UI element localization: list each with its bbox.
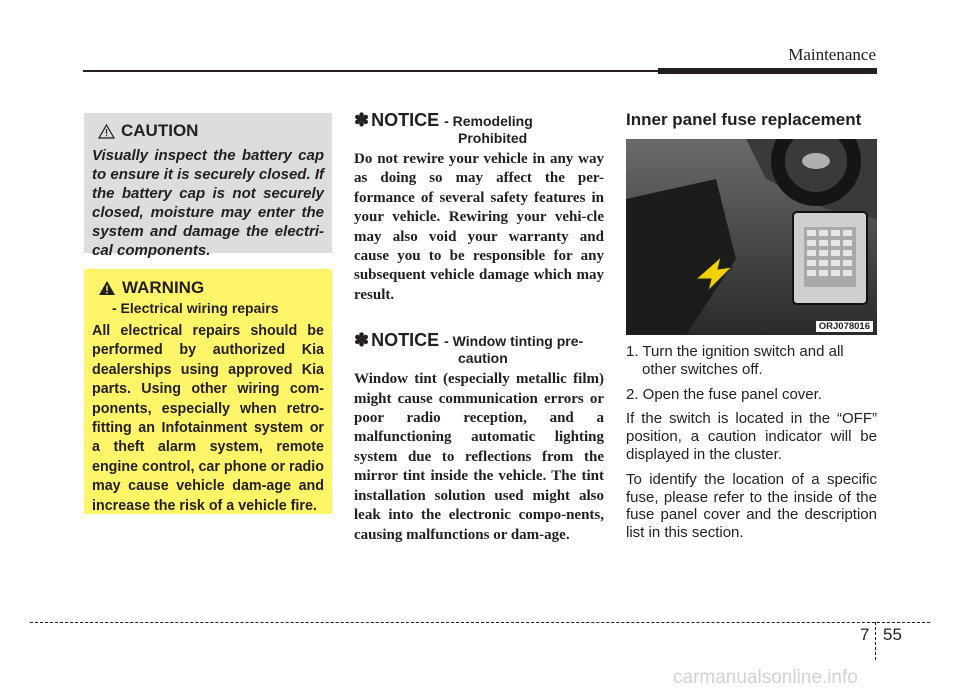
notice-heading	[354, 330, 604, 350]
notice-label: NOTICE	[371, 110, 440, 130]
header-rule	[83, 70, 658, 72]
footer-divider	[875, 622, 876, 660]
notice-label: NOTICE	[371, 330, 440, 351]
notice-remodeling	[354, 110, 604, 305]
warning-triangle-filled-icon	[98, 280, 116, 296]
footer-rule	[30, 622, 930, 623]
header-rule-accent	[658, 68, 877, 74]
warning-heading: WARNING	[122, 278, 205, 297]
warning-text: All electrical repairs should be performed by authorized Kia dealerships using approved Kia parts. Using other wiring com-ponents, especially when retro-fitting an Infotainment system or a theft alarm system, remote engine control, car phone or radio may cause vehicle dam-age and increase the risk of a vehicle fire.	[92, 323, 324, 514]
caution-box	[84, 113, 332, 259]
warning-triangle-outline-icon	[98, 124, 115, 139]
fuse-section	[626, 110, 877, 542]
warning-box	[84, 269, 332, 514]
fuse-panel-photo	[626, 139, 877, 335]
notice-heading	[354, 110, 604, 130]
fuse-panel-illustration	[626, 139, 877, 335]
warning-subheading: - Electrical wiring repairs	[112, 300, 279, 316]
notice-star-icon: ✽	[354, 110, 370, 130]
notice-subtitle: - Window tinting pre-	[444, 333, 584, 350]
paragraph-switch-off: If the switch is located in the “OFF” position, a caution indicator will be displayed in the cluster.	[626, 410, 877, 463]
notice-body: Do not rewire your vehicle in any way as doing so may affect the per-formance of several safety features in your vehicle. Rewiring your vehi-cle may also void your warranty and cause you to be responsible for any subsequent vehicle damage which may result.	[354, 151, 604, 303]
page-number: 55	[883, 625, 902, 644]
caution-heading-row	[98, 121, 324, 141]
instruction-list	[626, 343, 877, 549]
notice-window-tinting	[354, 330, 604, 545]
caution-heading: CAUTION	[121, 121, 199, 140]
header-title: Maintenance	[788, 45, 876, 64]
warning-heading-row	[98, 278, 324, 298]
step-1: 1. Turn the ignition switch and all other switches off.	[626, 343, 844, 378]
caution-text: Visually inspect the battery cap to ensure it is securely closed. If the battery cap is not securely closed, moisture may enter the system and damage the electri-cal components.	[92, 147, 324, 259]
chapter-number: 7	[860, 625, 870, 644]
watermark: carmanualsonline.info	[673, 667, 858, 688]
notice-body: Window tint (especially metallic film) might cause communication errors or poor radio reception, and a malfunctioning automatic lighting system due to reflections from the mirror tint inside the vehicle. The tint installation solution used might also leak into the electronic compo-nents, causing malfunctions or dam-age.	[354, 371, 604, 543]
step-2: 2. Open the fuse panel cover.	[626, 385, 822, 403]
section-title: Inner panel fuse replacement	[626, 110, 862, 129]
notice-subtitle-cont: caution	[458, 350, 508, 367]
notice-column	[354, 110, 604, 545]
notice-star-icon: ✽	[354, 330, 370, 351]
photo-caption: ORJ078016	[816, 321, 873, 332]
notice-subtitle-cont: Prohibited	[458, 130, 528, 146]
paragraph-fuse-location: To identify the location of a specific fuse, please refer to the inside of the fuse panel cover and the description list in this section.	[626, 470, 877, 542]
notice-subtitle: - Remodeling	[444, 113, 533, 129]
